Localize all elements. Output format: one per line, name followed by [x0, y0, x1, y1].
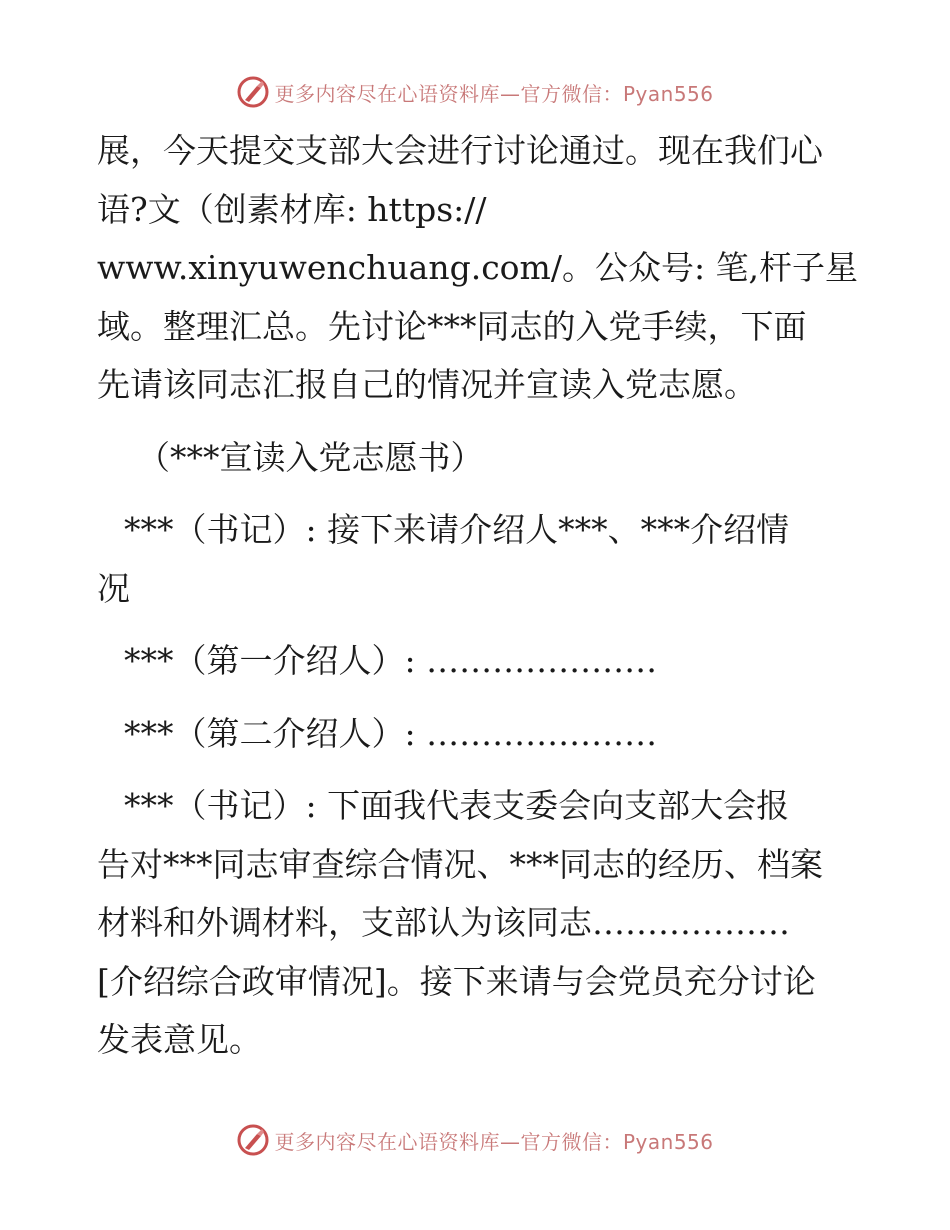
- text-line: 域。整理汇总。先讨论***同志的入党手续，下面: [97, 306, 807, 346]
- footer-banner: [0, 1118, 950, 1162]
- text-line: 发表意见。: [97, 1020, 262, 1059]
- text-line: 先请该同志汇报自己的情况并宣读入党志愿。: [97, 365, 757, 404]
- text-line: www.xinyuwenchuang.com/。公众号: 笔,杆子星: [97, 248, 859, 287]
- paragraph: ***（第二介绍人）: …………………: [124, 713, 658, 753]
- header-banner: [0, 70, 950, 114]
- pen-logo-icon: [236, 75, 270, 109]
- paragraph: [97, 501, 857, 618]
- text-line: [介绍综合政审情况]。接下来请与会党员充分讨论: [97, 961, 816, 1001]
- text-line: 展，今天提交支部大会进行讨论通过。现在我们心: [97, 131, 823, 170]
- text-line: 告对***同志审查综合情况、***同志的经历、档案: [97, 844, 823, 884]
- text-line: ***（书记）: 下面我代表支委会向支部大会报: [124, 786, 790, 825]
- text-line: 况: [97, 568, 130, 608]
- document-body: [97, 122, 857, 1070]
- text-line: 材料和外调材料，支部认为该同志………………: [97, 903, 790, 942]
- text-line: ***（书记）: 接下来请介绍人***、***介绍情: [124, 510, 790, 549]
- paragraph: ***（第一介绍人）: …………………: [124, 641, 658, 680]
- paragraph: （***宣读入党志愿书）: [137, 437, 484, 477]
- paragraph: [97, 777, 857, 1070]
- banner-text: 更多内容尽在心语资料库—官方微信：Pyan556: [274, 1129, 714, 1154]
- pen-logo-icon: [236, 1123, 270, 1157]
- text-line: 语?文（创素材库: https://: [97, 189, 487, 229]
- paragraph: [97, 122, 857, 415]
- banner-text: 更多内容尽在心语资料库—官方微信：Pyan556: [274, 81, 714, 106]
